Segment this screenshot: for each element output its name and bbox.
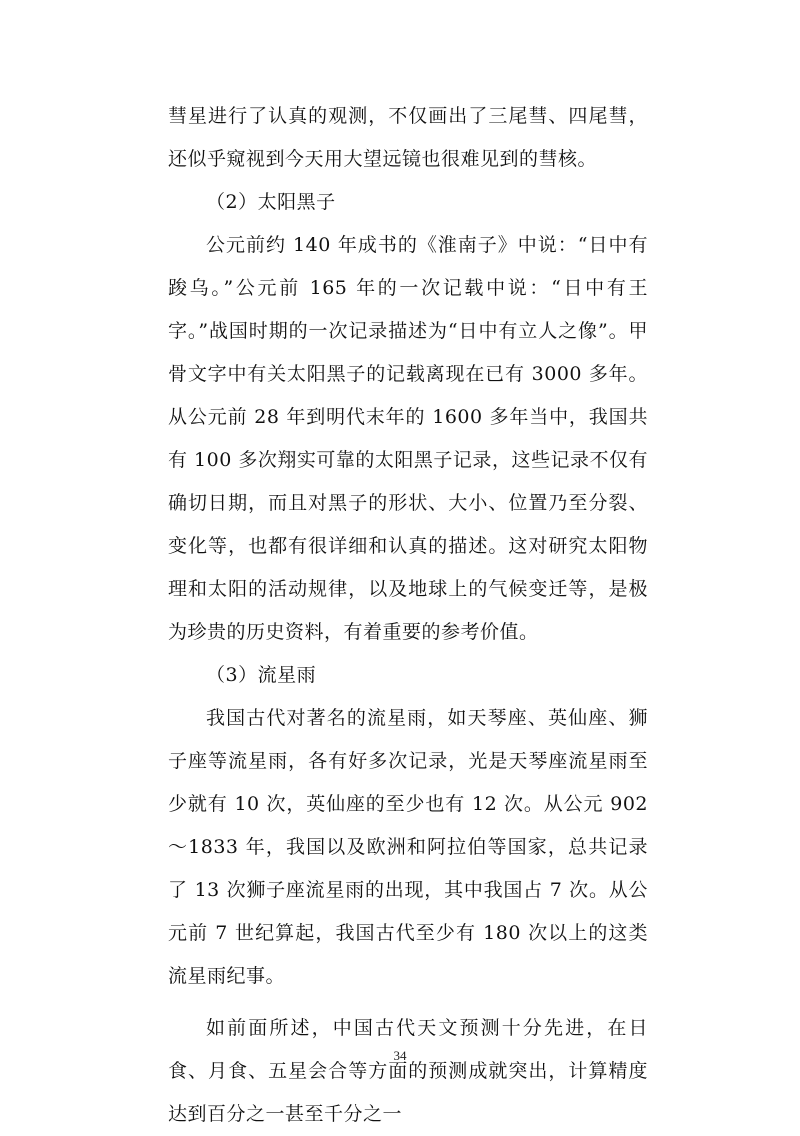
section-heading-meteor-shower: （3）流星雨: [206, 664, 317, 686]
paragraph-meteor-shower: 我国古代对著名的流星雨，如天琴座、英仙座、狮子座等流星雨，各有好多次记录，光是天琴座流星雨至少就有 10 次，英仙座的至少也有 12 次。从公元 902～1833 年，我国以及欧洲和阿拉伯等国家，总共记录了 13 次狮子座流星雨的出现，其中我国占 7 次。从公元前 7 世纪算起，我国古代至少有 180 次以上的这类流星雨纪事。: [168, 707, 648, 987]
page-body: [168, 95, 648, 1136]
paragraph-astronomical-prediction: 如前面所述，中国古代天文预测十分先进，在日食、月食、五星会合等方面的预测成就突出，计算精度达到百分之一甚至千分之一: [168, 1017, 648, 1125]
section-heading-sunspots: （2）太阳黑子: [206, 191, 336, 213]
page-number: 34: [393, 1048, 407, 1063]
paragraph-comet-observation: 彗星进行了认真的观测，不仅画出了三尾彗、四尾彗，还似乎窥视到今天用大望远镜也很难见到的彗核。: [168, 105, 648, 170]
paragraph-sunspots: 公元前约 140 年成书的《淮南子》中说：“日中有踆乌。”公元前 165 年的一次记载中说：“日中有王字。”战国时期的一次记录描述为“日中有立人之像”。甲骨文字中有关太阳黑子的记载离现在已有 3000 多年。从公元前 28 年到明代末年的 1600 多年当中，我国共有 100 多次翔实可靠的太阳黑子记录，这些记录不仅有确切日期，而且对黑子的形状、大小、位置乃至分裂、变化等，也都有很详细和认真的描述。这对研究太阳物理和太阳的活动规律，以及地球上的气候变迁等，是极为珍贵的历史资料，有着重要的参考价值。: [168, 234, 648, 643]
